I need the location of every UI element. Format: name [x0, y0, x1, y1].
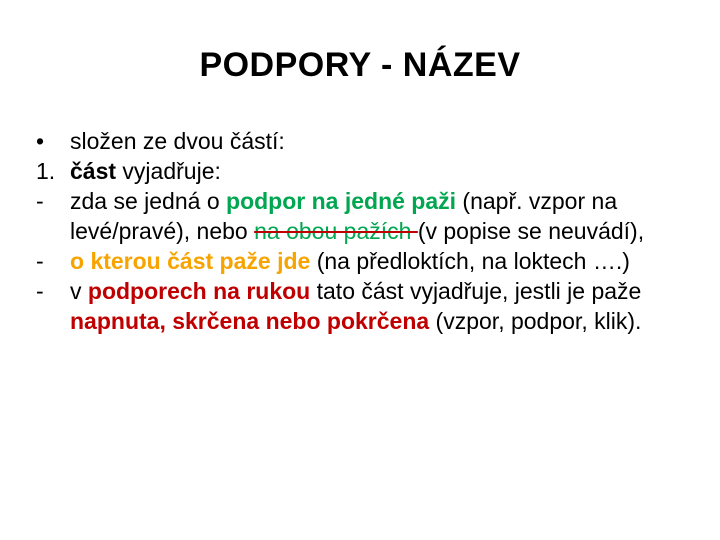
struck-text: na obou pažích [254, 218, 418, 244]
slide-content [36, 126, 696, 336]
bullet-marker: • [36, 128, 45, 154]
dash-item-1-text-a: zda se jedná o [70, 188, 227, 214]
dash-item-3-text-c: (vzpor, podpor, klik). [429, 308, 642, 334]
numbered-item-text: vyjadřuje: [116, 158, 221, 184]
dash-marker: - [36, 278, 44, 304]
dash-item-1 [36, 186, 696, 246]
bullet-text: složen ze dvou částí: [70, 128, 285, 154]
dash-item-1-text-b: (např. vzpor na levé/pravé), nebo [70, 188, 618, 244]
dash-item-2-text: (na předloktích, na loktech ….) [310, 248, 630, 274]
highlight-green: podpor na jedné paži [226, 188, 457, 214]
dash-item-3 [36, 276, 696, 336]
bullet-item [36, 126, 696, 156]
dash-marker: - [36, 248, 44, 274]
number-marker: 1. [36, 158, 56, 184]
dash-item-1-text-c: (v popise se neuvádí), [417, 218, 645, 244]
highlight-red-2: napnuta, skrčena nebo pokrčena [70, 308, 430, 334]
dash-item-3-text-b: tato část vyjadřuje, jestli je paže [310, 278, 642, 304]
dash-item-3-text-a: v [70, 278, 88, 304]
highlight-orange: o kterou část paže jde [70, 248, 311, 274]
highlight-red-1: podporech na rukou [87, 278, 311, 304]
dash-item-2 [36, 246, 696, 276]
dash-marker: - [36, 188, 44, 214]
slide-title: PODPORY - NÁZEV [199, 46, 521, 84]
numbered-item [36, 156, 696, 186]
numbered-item-bold: část [70, 158, 117, 184]
